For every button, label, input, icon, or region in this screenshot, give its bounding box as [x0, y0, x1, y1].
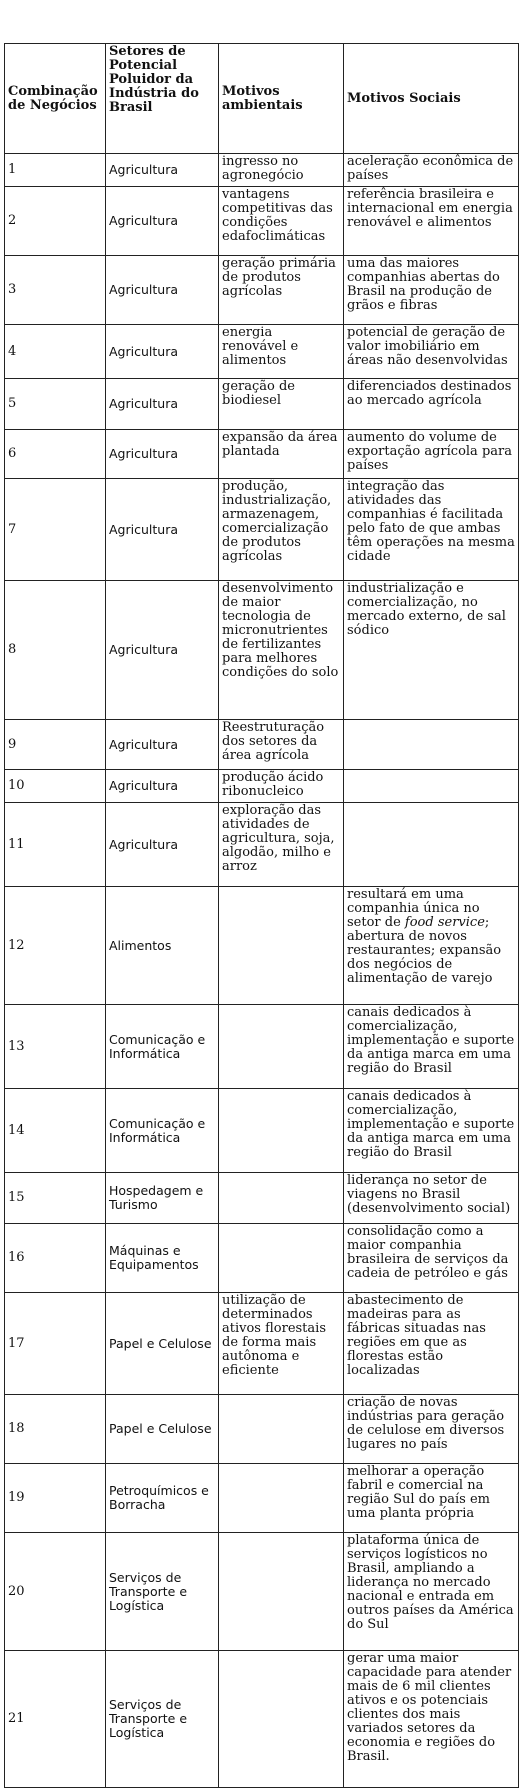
- social-reason-cell: uma das maiores companhias abertas do Brasil na produção de grãos e fibras: [344, 256, 519, 325]
- social-reason-cell: criação de novas indústrias para geração de celulose em diversos lugares no país: [344, 1395, 519, 1464]
- combination-number: 16: [5, 1224, 106, 1293]
- combination-number: 5: [5, 379, 106, 430]
- sector-cell: Agricultura: [106, 256, 219, 325]
- environmental-reason-cell: produção, industrialização, armazenagem, comercialização de produtos agrícolas: [219, 479, 344, 581]
- sector-cell: Agricultura: [106, 770, 219, 803]
- social-reason-cell: [344, 720, 519, 770]
- combination-number: 11: [5, 803, 106, 887]
- table-row: [5, 1005, 519, 1089]
- social-reason-cell: canais dedicados à comercialização, implementação e suporte da antiga marca em uma região do Brasil: [344, 1005, 519, 1089]
- header-combination: Combinação de Negócios: [5, 44, 106, 154]
- combination-number: 21: [5, 1651, 106, 1788]
- table-row: [5, 430, 519, 479]
- social-reason-cell: [344, 770, 519, 803]
- social-reason-cell: referência brasileira e internacional em energia renovável e alimentos: [344, 187, 519, 256]
- environmental-reason-cell: vantagens competitivas das condições edafoclimáticas: [219, 187, 344, 256]
- environmental-reason-cell: [219, 1533, 344, 1651]
- table-row: [5, 154, 519, 187]
- combination-number: 14: [5, 1089, 106, 1173]
- social-reason-cell: diferenciados destinados ao mercado agrícola: [344, 379, 519, 430]
- environmental-reason-cell: energia renovável e alimentos: [219, 325, 344, 379]
- environmental-reason-cell: [219, 1005, 344, 1089]
- combination-number: 8: [5, 581, 106, 720]
- environmental-reason-cell: utilização de determinados ativos florestais de forma mais autônoma e eficiente: [219, 1293, 344, 1395]
- environmental-reason-cell: [219, 1173, 344, 1224]
- sector-cell: Agricultura: [106, 379, 219, 430]
- environmental-reason-cell: geração de biodiesel: [219, 379, 344, 430]
- environmental-reason-cell: geração primária de produtos agrícolas: [219, 256, 344, 325]
- table-row: [5, 887, 519, 1005]
- combination-number: 17: [5, 1293, 106, 1395]
- sector-cell: Agricultura: [106, 325, 219, 379]
- sector-cell: Hospedagem e Turismo: [106, 1173, 219, 1224]
- sector-cell: Comunicação e Informática: [106, 1089, 219, 1173]
- table-row: [5, 1651, 519, 1788]
- environmental-reason-cell: exploração das atividades de agricultura, soja, algodão, milho e arroz: [219, 803, 344, 887]
- table-row: [5, 379, 519, 430]
- social-reason-cell: aceleração econômica de países: [344, 154, 519, 187]
- table-row: [5, 325, 519, 379]
- sector-cell: Petroquímicos e Borracha: [106, 1464, 219, 1533]
- combination-number: 2: [5, 187, 106, 256]
- social-reason-cell: industrialização e comercialização, no mercado externo, de sal sódico: [344, 581, 519, 720]
- table-row: [5, 1395, 519, 1464]
- sector-cell: Agricultura: [106, 803, 219, 887]
- sector-cell: Serviços de Transporte e Logística: [106, 1651, 219, 1788]
- social-reason-cell: gerar uma maior capacidade para atender mais de 6 mil clientes ativos e os potenciais clientes dos mais variados setores da economia e regiões do Brasil.: [344, 1651, 519, 1788]
- sector-cell: Alimentos: [106, 887, 219, 1005]
- social-reason-cell: plataforma única de serviços logísticos no Brasil, ampliando a liderança no mercado nacional e entrada em outros países da América do Sul: [344, 1533, 519, 1651]
- sector-cell: Agricultura: [106, 581, 219, 720]
- combination-number: 20: [5, 1533, 106, 1651]
- table-row: [5, 720, 519, 770]
- social-reason-cell: abastecimento de madeiras para as fábricas situadas nas regiões em que as florestas estão localizadas: [344, 1293, 519, 1395]
- social-reason-cell: integração das atividades das companhias é facilitada pelo fato de que ambas têm operações na mesma cidade: [344, 479, 519, 581]
- combination-number: 4: [5, 325, 106, 379]
- combination-number: 1: [5, 154, 106, 187]
- environmental-reason-cell: [219, 1464, 344, 1533]
- table-row: [5, 187, 519, 256]
- social-reason-cell: potencial de geração de valor imobiliário em áreas não desenvolvidas: [344, 325, 519, 379]
- social-reason-cell: canais dedicados à comercialização, implementação e suporte da antiga marca em uma região do Brasil: [344, 1089, 519, 1173]
- social-reason-cell: [344, 803, 519, 887]
- header-social-reasons: Motivos Sociais: [344, 44, 519, 154]
- social-reason-cell: aumento do volume de exportação agrícola para países: [344, 430, 519, 479]
- sector-cell: Agricultura: [106, 154, 219, 187]
- business-combination-table: [4, 43, 519, 1788]
- social-reason-text: ; abertura de novos restaurantes; expansão dos negócios de alimentação de varejo: [347, 915, 502, 986]
- table-row: [5, 1089, 519, 1173]
- table-row: [5, 1224, 519, 1293]
- header-row: [5, 44, 519, 154]
- sector-cell: Papel e Celulose: [106, 1293, 219, 1395]
- combination-number: 7: [5, 479, 106, 581]
- environmental-reason-cell: produção ácido ribonucleico: [219, 770, 344, 803]
- sector-cell: Papel e Celulose: [106, 1395, 219, 1464]
- combination-number: 3: [5, 256, 106, 325]
- header-sector: Setores de Potencial Poluidor da Indústria do Brasil: [106, 44, 219, 154]
- combination-number: 10: [5, 770, 106, 803]
- environmental-reason-cell: [219, 887, 344, 1005]
- social-reason-cell: consolidação como a maior companhia brasileira de serviços da cadeia de petróleo e gás: [344, 1224, 519, 1293]
- table-body: [5, 154, 519, 1788]
- sector-cell: Máquinas e Equipamentos: [106, 1224, 219, 1293]
- environmental-reason-cell: ingresso no agronegócio: [219, 154, 344, 187]
- table-row: [5, 803, 519, 887]
- sector-cell: Serviços de Transporte e Logística: [106, 1533, 219, 1651]
- environmental-reason-cell: [219, 1089, 344, 1173]
- table-row: [5, 581, 519, 720]
- environmental-reason-cell: [219, 1224, 344, 1293]
- table-row: [5, 479, 519, 581]
- sector-cell: Comunicação e Informática: [106, 1005, 219, 1089]
- social-reason-italic-term: food service: [404, 915, 485, 930]
- header-environmental-reasons: Motivos ambientais: [219, 44, 344, 154]
- social-reason-cell: [344, 887, 519, 1005]
- environmental-reason-cell: expansão da área plantada: [219, 430, 344, 479]
- table-row: [5, 1293, 519, 1395]
- combination-number: 18: [5, 1395, 106, 1464]
- environmental-reason-cell: desenvolvimento de maior tecnologia de micronutrientes de fertilizantes para melhores condições do solo: [219, 581, 344, 720]
- table-row: [5, 1533, 519, 1651]
- table-row: [5, 256, 519, 325]
- social-reason-cell: liderança no setor de viagens no Brasil (desenvolvimento social): [344, 1173, 519, 1224]
- combination-number: 13: [5, 1005, 106, 1089]
- table-row: [5, 1173, 519, 1224]
- social-reason-cell: melhorar a operação fabril e comercial na região Sul do país em uma planta própria: [344, 1464, 519, 1533]
- sector-cell: Agricultura: [106, 430, 219, 479]
- environmental-reason-cell: [219, 1395, 344, 1464]
- environmental-reason-cell: [219, 1651, 344, 1788]
- combination-number: 15: [5, 1173, 106, 1224]
- combination-number: 19: [5, 1464, 106, 1533]
- combination-number: 12: [5, 887, 106, 1005]
- environmental-reason-cell: Reestruturação dos setores da área agrícola: [219, 720, 344, 770]
- table-header: [5, 44, 519, 154]
- sector-cell: Agricultura: [106, 187, 219, 256]
- social-reason-text: resultará em uma companhia única no setor de: [347, 887, 480, 930]
- table-row: [5, 1464, 519, 1533]
- sector-cell: Agricultura: [106, 479, 219, 581]
- combination-number: 9: [5, 720, 106, 770]
- sector-cell: Agricultura: [106, 720, 219, 770]
- combination-number: 6: [5, 430, 106, 479]
- table-row: [5, 770, 519, 803]
